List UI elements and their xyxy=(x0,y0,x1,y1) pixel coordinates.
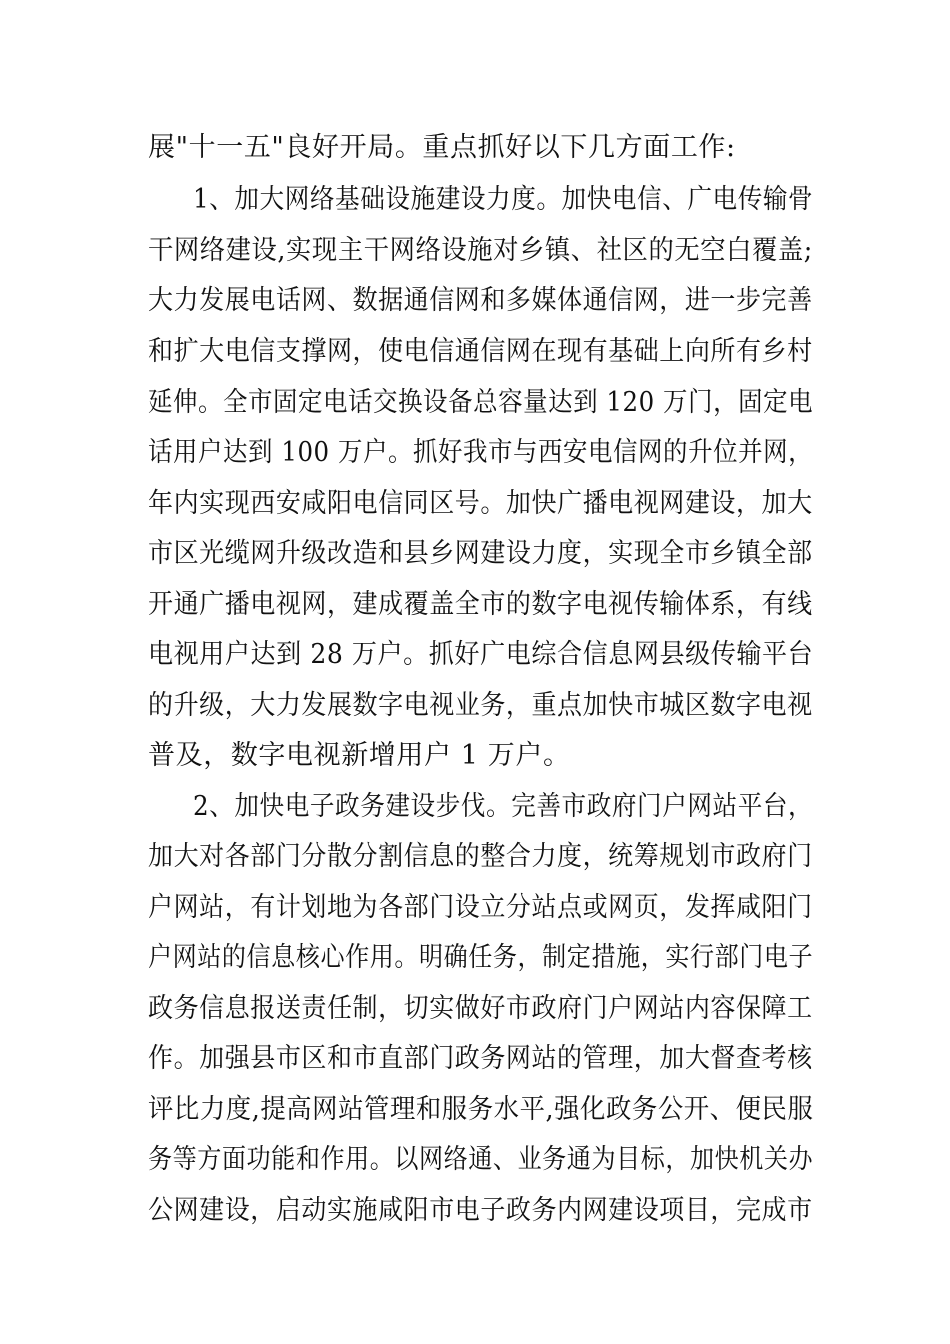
text-line: 年内实现西安咸阳电信同区号。加快广播电视网建设，加大 xyxy=(148,488,813,519)
paragraph-2-first-line: 2、加快电子政务建设步伐。完善市政府门户网站平台， xyxy=(193,791,814,822)
text-line: 电视用户达到 28 万户。抓好广电综合信息网县级传输平台 xyxy=(148,639,814,670)
text-line: 和扩大电信支撑网，使电信通信网在现有基础上向所有乡村 xyxy=(148,336,813,367)
text-line: 延伸。全市固定电话交换设备总容量达到 120 万门，固定电 xyxy=(148,387,814,418)
text-line: 作。加强县市区和市直部门政务网站的管理，加大督查考核 xyxy=(148,1043,813,1074)
text-line: 政务信息报送责任制，切实做好市政府门户网站内容保障工 xyxy=(148,993,813,1024)
text-line: 务等方面功能和作用。以网络通、业务通为目标，加快机关办 xyxy=(148,1144,814,1175)
text-line: 加大对各部门分散分割信息的整合力度，统筹规划市政府门 xyxy=(148,841,813,872)
text-line: 市区光缆网升级改造和县乡网建设力度，实现全市乡镇全部 xyxy=(148,538,813,569)
text-line: 户网站，有计划地为各部门设立分站点或网页，发挥咸阳门 xyxy=(148,892,813,923)
text-line: 普及，数字电视新增用户 1 万户。 xyxy=(148,740,571,771)
text-line: 开通广播电视网，建成覆盖全市的数字电视传输体系，有线 xyxy=(148,589,813,620)
text-line: 大力发展电话网、数据通信网和多媒体通信网，进一步完善 xyxy=(148,285,813,316)
text-line: 评比力度,提高网站管理和服务水平,强化政务公开、便民服 xyxy=(148,1094,814,1125)
text-line: 公网建设，启动实施咸阳市电子政务内网建设项目，完成市 xyxy=(148,1195,813,1226)
text-line: 的升级，大力发展数字电视业务，重点加快市城区数字电视 xyxy=(148,690,813,721)
text-line: 展"十一五"良好开局。重点抓好以下几方面工作: xyxy=(148,132,736,163)
text-line: 干网络建设,实现主干网络设施对乡镇、社区的无空白覆盖; xyxy=(148,235,813,266)
paragraph-1-first-line: 1、加大网络基础设施建设力度。加快电信、广电传输骨 xyxy=(193,184,814,215)
text-line: 户网站的信息核心作用。明确任务，制定措施，实行部门电子 xyxy=(148,942,814,973)
text-line: 话用户达到 100 万户。抓好我市与西安电信网的升位并网， xyxy=(148,437,814,468)
